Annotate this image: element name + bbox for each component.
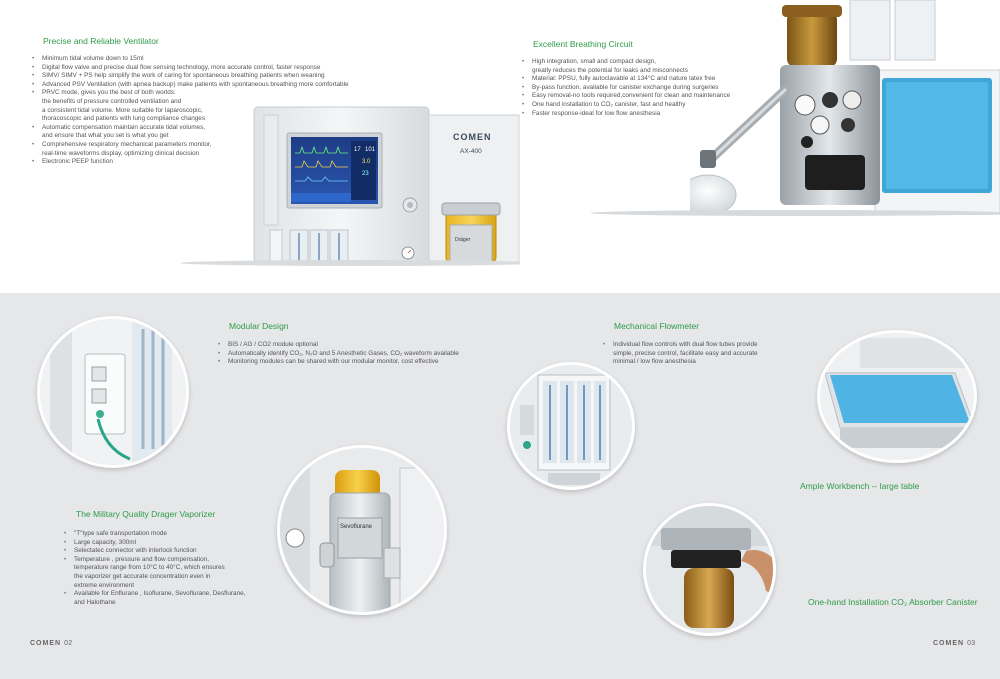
list-item: • Easy removal-no tools required,convenient for clean and maintenance (520, 92, 730, 101)
mechanical-flowmeter-feature-list (601, 341, 758, 367)
list-item-continuation: thoracoscopic and patients with lung compliance changes (42, 115, 206, 123)
vaporizer-brand-text: Dräger (455, 237, 471, 243)
breathing-circuit-image (690, 0, 1000, 215)
list-item: • Monitoring modules can be shared with our modular monitor, cost effective (216, 358, 459, 367)
footer-right-page-number: 03 (967, 640, 976, 647)
list-item-continuation: a consistent tidal volume. More suitable for laparoscopic, (42, 106, 203, 114)
footer-left-brand: COMEN (30, 640, 62, 647)
list-item: • Automatic compensation maintain accurate tidal volumes, (30, 124, 349, 133)
canister-circle-image (643, 503, 776, 636)
workbench-circle-image (817, 330, 977, 463)
machine-brand-logo: COMEN (453, 132, 492, 142)
list-item: • Temperature , pressure and flow compensation, (62, 556, 245, 565)
list-item: • Automatically identify CO₂, N₂O and 5 Anesthetic Gases, CO₂ waveform available (216, 350, 459, 359)
list-item-continuation: real-time waveforms display, optimizing clinical decision (42, 149, 200, 157)
list-item: • Large capacity, 300ml (62, 539, 245, 548)
breathing-shadow (560, 210, 1000, 220)
list-item: • Electronic PEEP function (30, 158, 349, 167)
list-item: • Advanced PSV Ventilation (with apnea backup) make patients with spontaneous breathing more comfortable (30, 81, 349, 90)
modular-design-circle-image (37, 316, 189, 468)
ventilator-title: Precise and Reliable Ventilator (43, 36, 159, 46)
workbench-title: Ample Workbench -- large table (800, 481, 920, 491)
vaporizer-circle-image (277, 445, 447, 615)
vaporizer-title: The Military Quality Drager Vaporizer (76, 509, 216, 519)
machine-shadow (120, 260, 520, 272)
list-item: • SIMV/ SIMV + PS help simplify the work of caring for spontaneous breathing patients when weaning (30, 72, 349, 81)
anesthesia-machine-image (250, 105, 520, 263)
list-item: • High integration, small and compact design, (520, 58, 730, 67)
list-item: • Faster response-ideal for low flow anesthesia (520, 110, 730, 119)
list-item-continuation: and ensure that what you set is what you get (42, 132, 169, 140)
footer-right (933, 640, 975, 647)
screen-value-3: 3.0 (362, 159, 371, 165)
footer-left-page-number: 02 (64, 640, 73, 647)
list-item-continuation: and Halothane (74, 598, 116, 606)
list-item-continuation: extreme environment (74, 581, 135, 589)
list-item: • PRVC mode, gives you the best of both worlds: (30, 89, 349, 98)
list-item-continuation: greatly reduces the potential for leaks and misconnects (532, 66, 688, 74)
mechanical-flowmeter-title: Mechanical Flowmeter (614, 321, 700, 331)
list-item: • "T"type safe transportation mode (62, 530, 245, 539)
footer-left (30, 640, 72, 647)
list-item: • BIS / AG / CO2 module optional (216, 341, 459, 350)
list-item-continuation: the vaporizer get accurate concentration even in (74, 572, 211, 580)
footer-right-brand: COMEN (933, 640, 965, 647)
list-item: • Available for Enflurane , Isoflurane, Sevoflurane, Desflurane, (62, 590, 245, 599)
list-item: • By-pass function, available for canister exchange during surgeries (520, 84, 730, 93)
flowmeter-circle-image (507, 362, 635, 490)
list-item-continuation: the benefits of pressure controlled ventilation and (42, 97, 182, 105)
vaporizer-feature-list (62, 530, 245, 607)
list-item: • Digital flow valve and precise dual flow sensing technology, more accurate control, faster response (30, 64, 349, 73)
list-item: • Comprehensive respiratory mechanical parameters monitor, (30, 141, 349, 150)
screen-value-1: 17 (354, 147, 361, 153)
screen-value-2: 101 (365, 147, 376, 153)
list-item: • Selectatec connector with interlock function (62, 547, 245, 556)
list-item-continuation: temperature range from 10°C to 40°C, which ensures (74, 564, 225, 572)
list-item-continuation: minimal / low flow anesthesia (613, 358, 696, 366)
list-item-continuation: simple, precise control, facilitate easy and accurate (613, 349, 758, 357)
canister-title: One-hand Installation CO₂ Absorber Canister (808, 597, 978, 607)
list-item: • One hand installation to CO₂ canister, fast and healthy (520, 101, 730, 110)
modular-design-title: Modular Design (229, 321, 289, 331)
breathing-circuit-title: Excellent Breathing Circuit (533, 39, 633, 49)
vaporizer-drug-label: Sevoflurane (340, 524, 373, 530)
list-item: • Individual flow controls with dual flow tubes provide (601, 341, 758, 350)
list-item: • Minimum tidal volume down to 15ml (30, 55, 349, 64)
machine-model: AX-400 (460, 148, 482, 155)
modular-design-feature-list (216, 341, 459, 367)
screen-value-4: 23 (362, 171, 369, 177)
list-item: • Material: PPSU, fully autoclavable at 134°C and nature latex free (520, 75, 730, 84)
